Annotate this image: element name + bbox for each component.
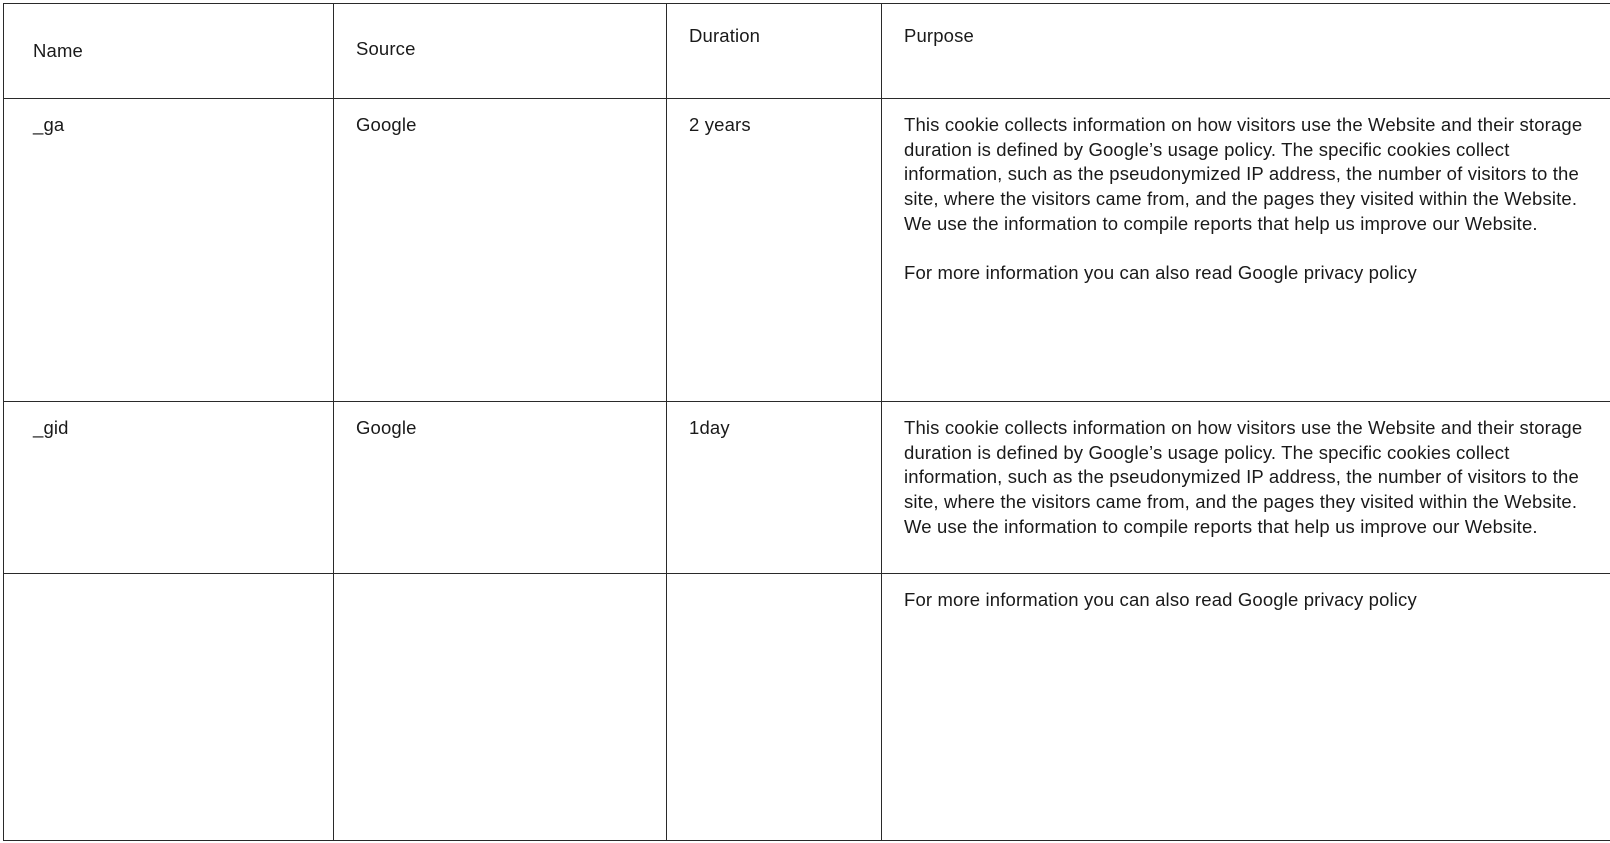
header-duration-label: Duration bbox=[689, 25, 761, 46]
header-name-label: Name bbox=[33, 40, 83, 61]
header-duration bbox=[667, 4, 882, 99]
table-row bbox=[4, 99, 1610, 402]
cell-duration bbox=[667, 402, 882, 574]
cell-purpose bbox=[882, 574, 1610, 841]
header-source bbox=[334, 4, 667, 99]
cell-name bbox=[4, 574, 334, 841]
cookie-purpose-text: This cookie collects information on how visitors use the Website and their storage duration is defined by Google’s usage policy. The specific cookies collect information, such as the pseudonymized IP address, the number of visitors to the site, where the visitors came from, and the pages they visited within the Website. We use the information to compile reports that help us improve our Website. bbox=[904, 417, 1583, 537]
cookie-source: Google bbox=[356, 114, 417, 135]
header-purpose-label: Purpose bbox=[904, 25, 974, 46]
cookie-name: _gid bbox=[33, 417, 69, 438]
cell-duration bbox=[667, 574, 882, 841]
cookie-source: Google bbox=[356, 417, 417, 438]
cell-name bbox=[4, 402, 334, 574]
header-purpose bbox=[882, 4, 1610, 99]
cell-source bbox=[334, 574, 667, 841]
cookie-name bbox=[4, 574, 333, 588]
cell-purpose bbox=[882, 99, 1610, 402]
cell-purpose bbox=[882, 402, 1610, 574]
cookie-table bbox=[3, 3, 1610, 841]
cookie-purpose-text: This cookie collects information on how visitors use the Website and their storage duration is defined by Google’s usage policy. The specific cookies collect information, such as the pseudonymized IP address, the number of visitors to the site, where the visitors came from, and the pages they visited within the Website. We use the information to compile reports that help us improve our Website. bbox=[904, 114, 1583, 234]
cell-source bbox=[334, 402, 667, 574]
cookie-name: _ga bbox=[33, 114, 65, 135]
table-row bbox=[4, 574, 1610, 841]
table-header-row bbox=[4, 4, 1610, 99]
cell-duration bbox=[667, 99, 882, 402]
cookie-duration: 1day bbox=[689, 417, 730, 438]
cookie-duration: 2 years bbox=[689, 114, 751, 135]
cell-source bbox=[334, 99, 667, 402]
privacy-policy-note: For more information you can also read Google privacy policy bbox=[904, 262, 1417, 284]
cookie-source bbox=[334, 574, 666, 588]
table-row bbox=[4, 402, 1610, 574]
header-source-label: Source bbox=[356, 38, 416, 59]
cookie-duration bbox=[667, 574, 881, 588]
cell-name bbox=[4, 99, 334, 402]
cookie-table-container bbox=[3, 3, 1610, 840]
header-name bbox=[4, 4, 334, 99]
privacy-policy-note: For more information you can also read Google privacy policy bbox=[904, 589, 1417, 610]
